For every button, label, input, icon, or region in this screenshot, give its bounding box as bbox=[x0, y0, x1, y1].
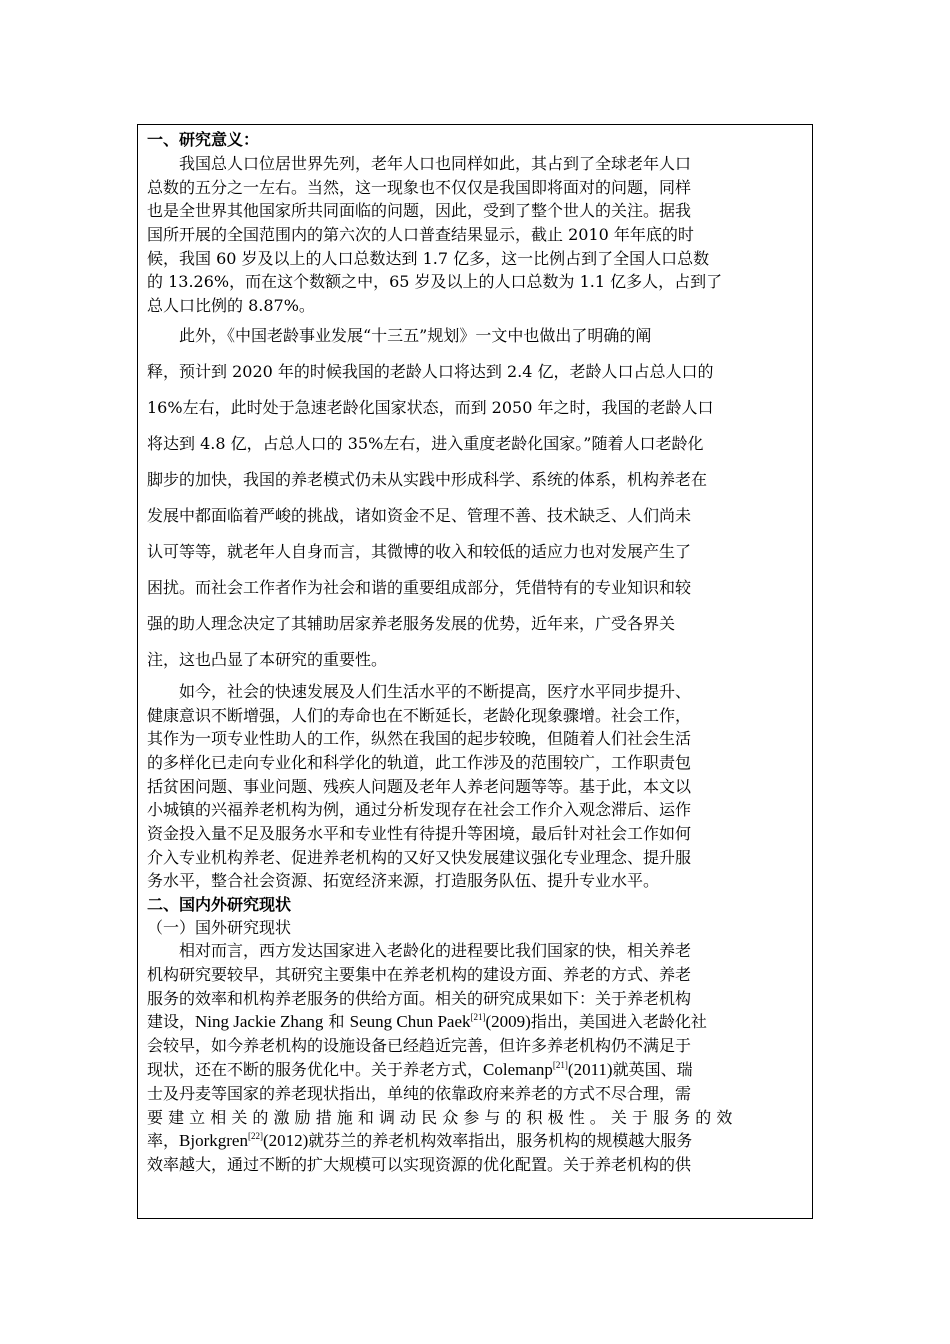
text-segment: 就英国、瑞 bbox=[612, 1059, 693, 1079]
text-line: 认可等等，就老年人自身而言，其微博的收入和较低的适应力也对发展产生了 bbox=[147, 541, 692, 561]
author-name: Seung Chun Paek bbox=[349, 1012, 471, 1032]
citation-year: (2009) bbox=[485, 1012, 531, 1032]
text-line: 小城镇的兴福养老机构为例，通过分析发现存在社会工作介入观念滞后、运作 bbox=[147, 800, 692, 820]
citation-ref: [22] bbox=[247, 1131, 263, 1142]
author-name: Bjorkgren bbox=[179, 1131, 248, 1151]
section1-heading: 一、研究意义： bbox=[147, 130, 260, 149]
text-line: 介入专业机构养老、促进养老机构的又好又快发展建议强化专业理念、提升服 bbox=[147, 847, 692, 867]
text-line: 强的助人理念决定了其辅助居家养老服务发展的优势，近年来，广受各界关 bbox=[147, 613, 676, 633]
content-frame bbox=[137, 124, 813, 1219]
text-line: 机构研究要较早，其研究主要集中在养老机构的建设方面、养老的方式、养老 bbox=[147, 964, 692, 984]
author-name: Colemanp bbox=[483, 1059, 553, 1079]
text-line: 的 13.26%，而在这个数额之中，65 岁及以上的人口总数为 1.1 亿多人，占到了 bbox=[147, 272, 723, 292]
text-line: 将达到 4.8 亿，占总人口的 35%左右，进入重度老龄化国家。”随着人口老龄化 bbox=[147, 433, 704, 453]
paragraph-4 bbox=[147, 939, 805, 1177]
text-line: 困扰。而社会工作者作为社会和谐的重要组成部分，凭借特有的专业知识和较 bbox=[147, 577, 692, 597]
text-line: 资金投入量不足及服务水平和专业性有待提升等困境，最后针对社会工作如何 bbox=[147, 823, 692, 843]
text-line: 发展中都面临着严峻的挑战，诸如资金不足、管理不善、技术缺乏、人们尚未 bbox=[147, 505, 692, 525]
text-line bbox=[147, 1010, 805, 1034]
text-line: 括贫困问题、事业问题、残疾人问题及老年人养老问题等等。基于此，本文以 bbox=[147, 776, 692, 796]
text-line: 也是全世界其他国家所共同面临的问题，因此，受到了整个世人的关注。据我 bbox=[147, 201, 692, 221]
text-line: 其作为一项专业性助人的工作，纵然在我国的起步较晚，但随着人们社会生活 bbox=[147, 729, 692, 749]
text-line: 脚步的加快，我国的养老模式仍未从实践中形成科学、系统的体系，机构养老在 bbox=[147, 469, 708, 489]
section2-subheading: （一）国外研究现状 bbox=[147, 918, 292, 937]
text-line: 释，预计到 2020 年的时候我国的老龄人口将达到 2.4 亿，老龄人口占总人口的 bbox=[147, 361, 714, 381]
text-segment: 指出，美国进入老龄化社 bbox=[530, 1012, 707, 1032]
text-line: 16%左右，此时处于急速老龄化国家状态，而到 2050 年之时，我国的老龄人口 bbox=[147, 397, 714, 417]
text-line: 国所开展的全国范围内的第六次的人口普查结果显示，截止 2010 年年底的时 bbox=[147, 225, 694, 245]
text-line: 的多样化已走向专业化和科学化的轨道，此工作涉及的范围较广，工作职责包 bbox=[147, 752, 692, 772]
text-line bbox=[147, 1129, 805, 1153]
section2-heading: 二、国内外研究现状 bbox=[147, 895, 292, 914]
citation-ref: [21] bbox=[552, 1059, 568, 1070]
text-line: 效率越大，通过不断的扩大规模可以实现资源的优化配置。关于养老机构的供 bbox=[147, 1155, 692, 1175]
paragraph-1 bbox=[147, 152, 805, 318]
text-line: 会较早，如今养老机构的设施设备已经趋近完善，但许多养老机构仍不满足于 bbox=[147, 1036, 692, 1056]
text-line: 我国总人口位居世界先列，老年人口也同样如此，其占到了全球老年人口 bbox=[147, 154, 692, 173]
text-line: 要 建 立 相 关 的 激 励 措 施 和 调 动 民 众 参 与 的 积 极 性 。 关 于 服 务 的 效 bbox=[147, 1107, 733, 1127]
text-segment: 就芬兰的养老机构效率指出，服务机构的规模越大服务 bbox=[308, 1131, 693, 1151]
text-line: 如今，社会的快速发展及人们生活水平的不断提高，医疗水平同步提升、 bbox=[147, 681, 692, 701]
text-segment: 建设， bbox=[147, 1012, 196, 1032]
text-segment: 现状，还在不断的服务优化中。关于养老方式， bbox=[147, 1059, 484, 1079]
author-name: Ning Jackie Zhang bbox=[195, 1012, 324, 1032]
document-body bbox=[147, 128, 805, 1177]
citation-year: (2011) bbox=[567, 1059, 613, 1079]
citation-ref: [21] bbox=[470, 1012, 486, 1023]
text-line: 相对而言，西方发达国家进入老龄化的进程要比我们国家的快，相关养老 bbox=[147, 941, 692, 960]
text-segment: 和 bbox=[323, 1012, 350, 1032]
text-line: 此外，《中国老龄事业发展“十三五”规划》一文中也做出了明确的阐 bbox=[147, 325, 652, 345]
text-line bbox=[147, 1058, 805, 1082]
text-line: 士及丹麦等国家的养老现状指出，单纯的依靠政府来养老的方式不尽合理，需 bbox=[147, 1083, 692, 1103]
text-segment: 率， bbox=[147, 1131, 180, 1151]
text-line: 总人口比例的 8.87%。 bbox=[147, 296, 315, 316]
text-line: 健康意识不断增强，人们的寿命也在不断延长，老龄化现象骤增。社会工作， bbox=[147, 705, 692, 725]
text-line: 候，我国 60 岁及以上的人口总数达到 1.7 亿多，这一比例占到了全国人口总数 bbox=[147, 248, 710, 268]
paragraph-2 bbox=[147, 318, 805, 678]
text-line: 服务的效率和机构养老服务的供给方面。相关的研究成果如下：关于养老机构 bbox=[147, 988, 692, 1008]
citation-year: (2012) bbox=[262, 1131, 309, 1151]
text-line: 务水平，整合社会资源、拓宽经济来源，打造服务队伍、提升专业水平。 bbox=[147, 871, 660, 891]
paragraph-3 bbox=[147, 680, 805, 893]
text-line: 注，这也凸显了本研究的重要性。 bbox=[147, 649, 388, 669]
text-line: 总数的五分之一左右。当然，这一现象也不仅仅是我国即将面对的问题，同样 bbox=[147, 177, 692, 197]
